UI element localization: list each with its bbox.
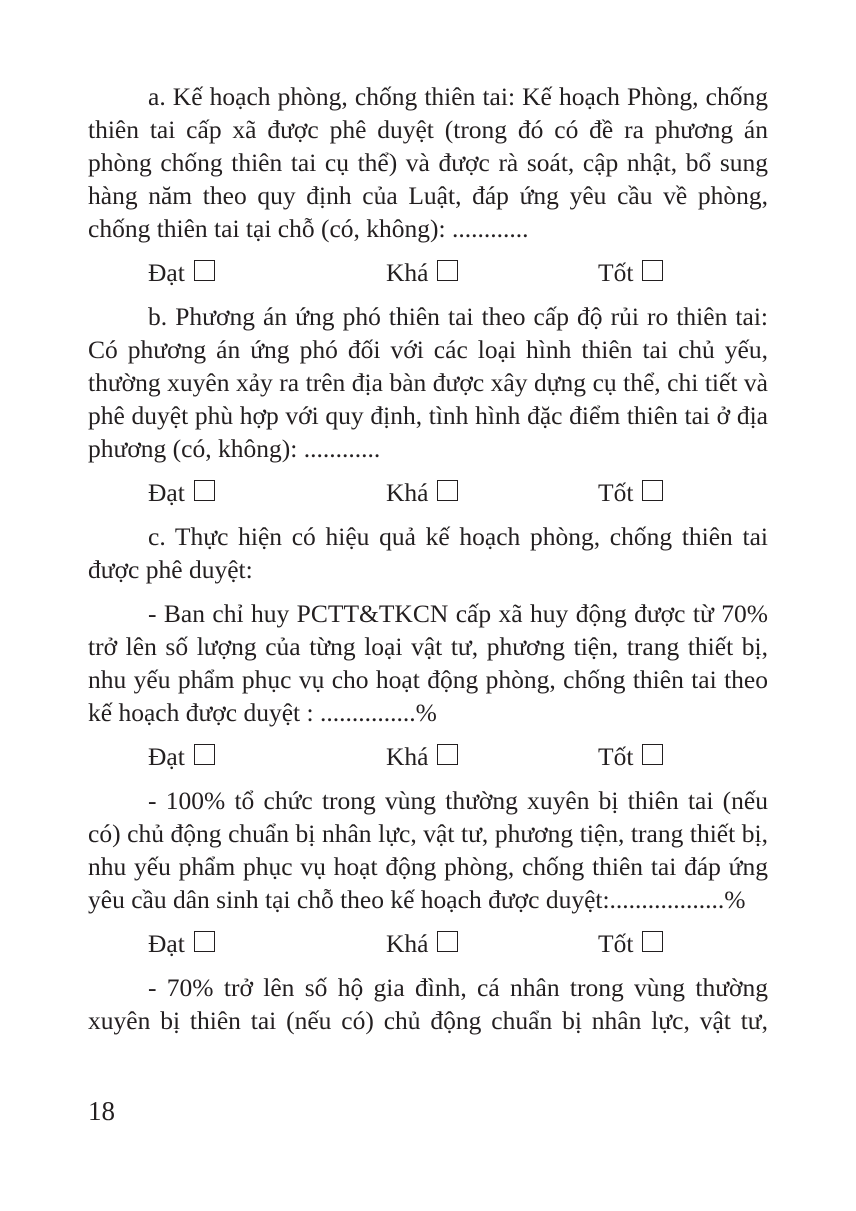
rating-label-kha: Khá	[386, 478, 429, 507]
rating-label-kha: Khá	[386, 742, 429, 771]
rating-label-tot: Tốt	[598, 929, 634, 958]
rating-label-tot: Tốt	[598, 258, 634, 287]
page-number: 18	[88, 1096, 115, 1126]
rating-label-kha: Khá	[386, 929, 429, 958]
rating-option-tot	[598, 256, 663, 289]
rating-option-tot	[598, 740, 663, 773]
rating-option-dat	[148, 256, 386, 289]
rating-option-kha	[386, 476, 598, 509]
paragraph-c: c. Thực hiện có hiệu quả kế hoạch phòng, chống thiên tai được phê duyệt:	[88, 522, 768, 584]
rating-row-c2	[148, 927, 768, 960]
rating-option-kha	[386, 740, 598, 773]
paragraph-a: a. Kế hoạch phòng, chống thiên tai: Kế hoạch Phòng, chống thiên tai cấp xã được phê duyệt (trong đó có đề ra phương án phòng chống thiên tai cụ thể) và được rà soát, cập nhật, bổ sung hàng năm theo quy định của Luật, đáp ứng yêu cầu về phòng, chống thiên tai tại chỗ (có, không): ............	[88, 82, 768, 243]
checkbox-dat[interactable]	[194, 744, 215, 765]
paragraph-b: b. Phương án ứng phó thiên tai theo cấp độ rủi ro thiên tai: Có phương án ứng phó đối với các loại hình thiên tai chủ yếu, thường xuyên xảy ra trên địa bàn được xây dựng cụ thể, chi tiết và phê duyệt phù hợp với quy định, tình hình đặc điểm thiên tai ở địa phương (có, không): ............	[88, 302, 768, 463]
rating-option-kha	[386, 927, 598, 960]
rating-option-dat	[148, 740, 386, 773]
checkbox-tot[interactable]	[642, 744, 663, 765]
rating-option-dat	[148, 927, 386, 960]
paragraph-c2: - 100% tổ chức trong vùng thường xuyên bị thiên tai (nếu có) chủ động chuẩn bị nhân lực, vật tư, phương tiện, trang thiết bị, nhu yếu phẩm phục vụ hoạt động phòng, chống thiên tai đáp ứng yêu cầu dân sinh tại chỗ theo kế hoạch được duyệt:..................%	[88, 786, 768, 914]
rating-option-tot	[598, 476, 663, 509]
checkbox-dat[interactable]	[194, 260, 215, 281]
document-page	[88, 80, 768, 1048]
checkbox-tot[interactable]	[642, 480, 663, 501]
checkbox-dat[interactable]	[194, 931, 215, 952]
checkbox-tot[interactable]	[642, 260, 663, 281]
rating-row-b	[148, 476, 768, 509]
paragraph-c3: - 70% trở lên số hộ gia đình, cá nhân trong vùng thường xuyên bị thiên tai (nếu có) chủ động chuẩn bị nhân lực, vật tư,	[88, 973, 768, 1035]
checkbox-kha[interactable]	[437, 744, 458, 765]
rating-option-kha	[386, 256, 598, 289]
checkbox-kha[interactable]	[437, 260, 458, 281]
rating-label-tot: Tốt	[598, 742, 634, 771]
paragraph-c1: - Ban chỉ huy PCTT&TKCN cấp xã huy động được từ 70% trở lên số lượng của từng loại vật tư, phương tiện, trang thiết bị, nhu yếu phẩm phục vụ cho hoạt động phòng, chống thiên tai theo kế hoạch được duyệt : ...............%	[88, 599, 768, 727]
rating-label-dat: Đạt	[148, 742, 185, 771]
rating-label-dat: Đạt	[148, 478, 185, 507]
checkbox-kha[interactable]	[437, 931, 458, 952]
checkbox-dat[interactable]	[194, 480, 215, 501]
rating-label-tot: Tốt	[598, 478, 634, 507]
rating-label-kha: Khá	[386, 258, 429, 287]
checkbox-tot[interactable]	[642, 931, 663, 952]
rating-label-dat: Đạt	[148, 929, 185, 958]
rating-row-c1	[148, 740, 768, 773]
rating-option-tot	[598, 927, 663, 960]
rating-label-dat: Đạt	[148, 258, 185, 287]
checkbox-kha[interactable]	[437, 480, 458, 501]
rating-option-dat	[148, 476, 386, 509]
rating-row-a	[148, 256, 768, 289]
